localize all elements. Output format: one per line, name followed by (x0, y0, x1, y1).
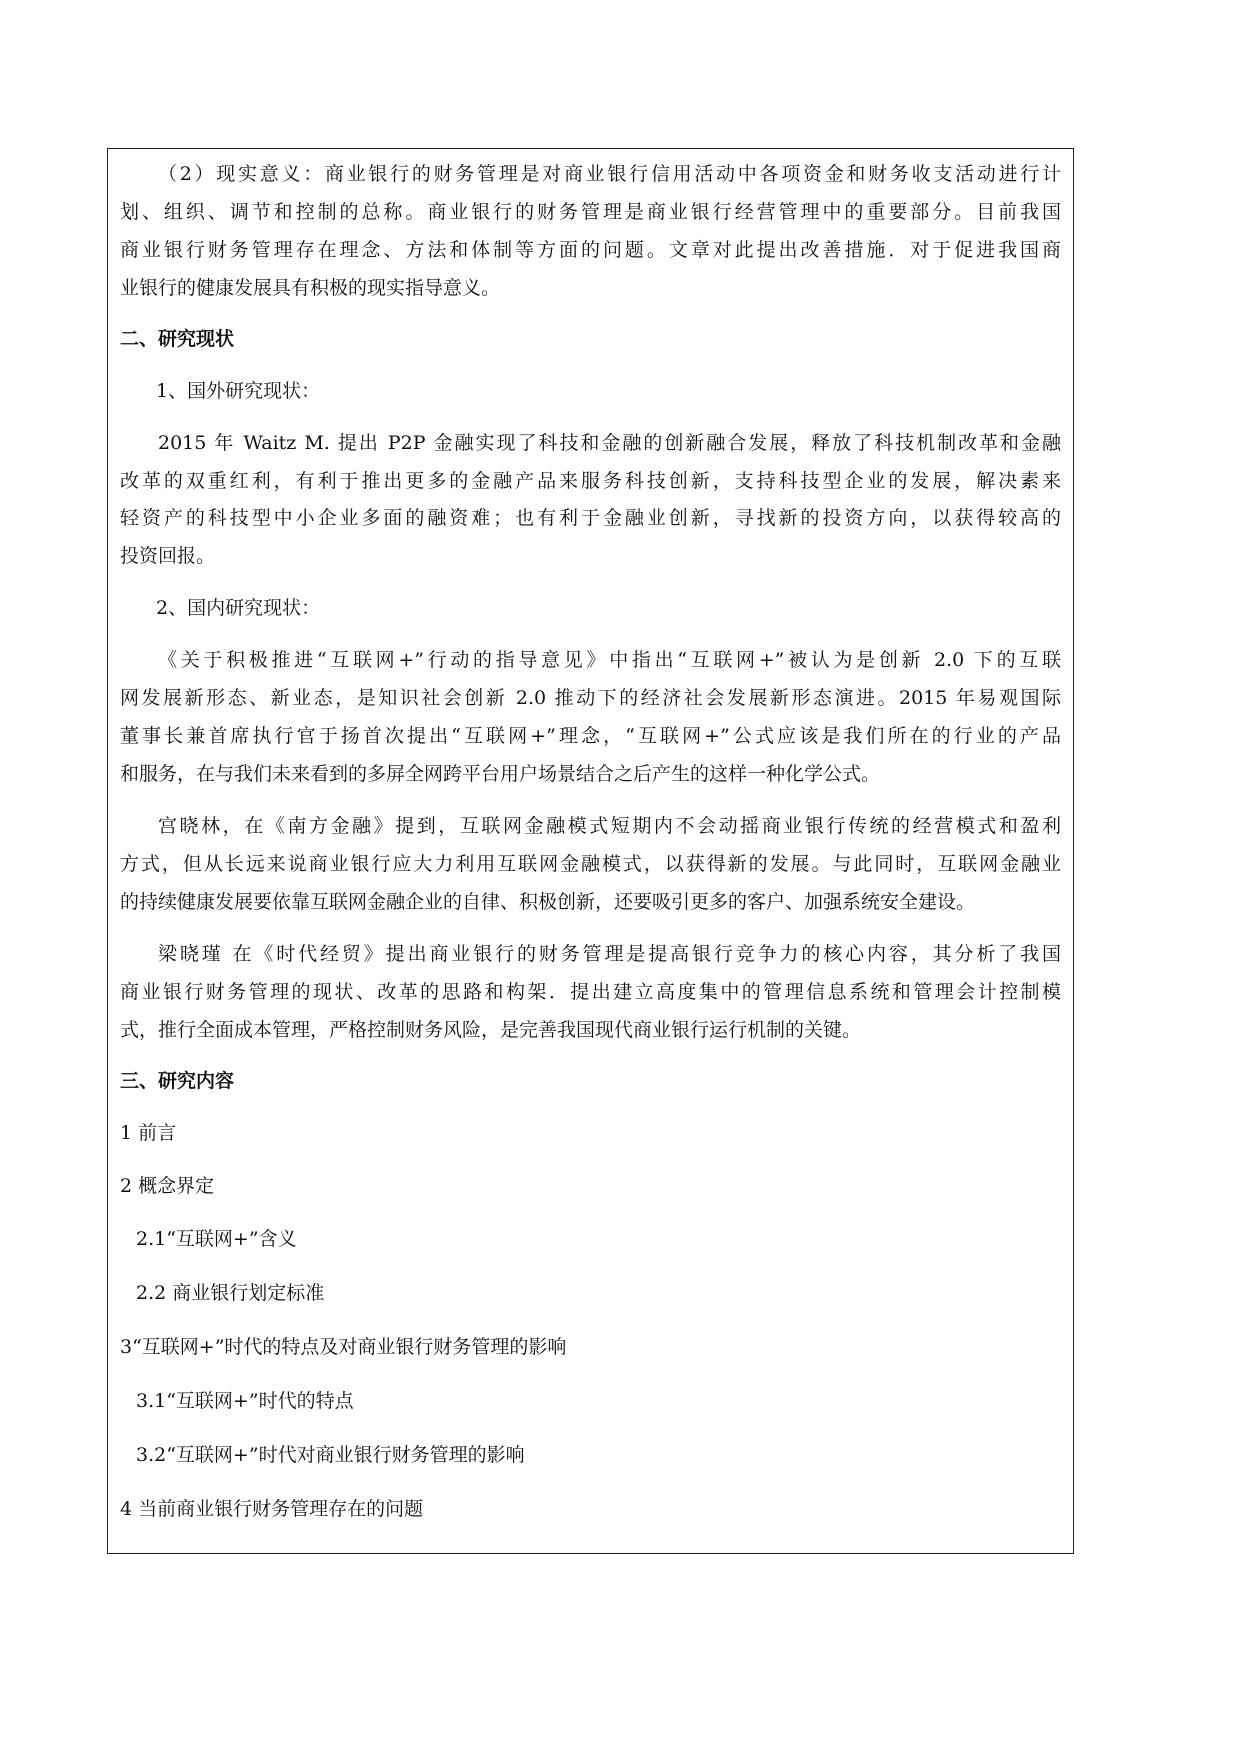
domestic-para2-line-2: 方式，但从长远来说商业银行应大力利用互联网金融模式，以获得新的发展。与此同时，互联网金融业 (120, 853, 1061, 875)
practical-para-line-1: （2）现实意义：商业银行的财务管理是对商业银行信用活动中各项资金和财务收支活动进行计 (158, 163, 1061, 185)
outline-item: 3.1“互联网+”时代的特点 (136, 1390, 354, 1412)
foreign-research-label: 1、国外研究现状： (156, 380, 321, 402)
domestic-para1-line-3: 董事长兼首席执行官于扬首次提出“互联网+”理念，“互联网+”公式应该是我们所在的行业的产品 (120, 725, 1061, 747)
outline-item: 1 前言 (120, 1122, 177, 1144)
practical-para-line-2: 划、组织、调节和控制的总称。商业银行的财务管理是商业银行经营管理中的重要部分。目前我国 (120, 201, 1061, 223)
foreign-para-line-4: 投资回报。 (120, 545, 216, 567)
section-heading-research-content: 三、研究内容 (120, 1070, 235, 1092)
outline-item: 3“互联网+”时代的特点及对商业银行财务管理的影响 (120, 1336, 567, 1358)
domestic-research-label: 2、国内研究现状： (156, 597, 321, 619)
domestic-para3-line-1: 梁晓瑾 在《时代经贸》提出商业银行的财务管理是提高银行竞争力的核心内容，其分析了我国 (158, 943, 1061, 965)
outline-item: 3.2“互联网+”时代对商业银行财务管理的影响 (136, 1444, 525, 1466)
outline-item: 2.2 商业银行划定标准 (136, 1282, 325, 1304)
outline-item: 4 当前商业银行财务管理存在的问题 (120, 1498, 424, 1520)
foreign-para-line-1: 2015 年 Waitz M. 提出 P2P 金融实现了科技和金融的创新融合发展，释放了科技机制改革和金融 (158, 432, 1061, 454)
domestic-para3-line-2: 商业银行财务管理的现状、改革的思路和构架．提出建立高度集中的管理信息系统和管理会计控制模 (120, 981, 1061, 1003)
domestic-para1-line-4: 和服务，在与我们未来看到的多屏全网跨平台用户场景结合之后产生的这样一种化学公式。 (120, 763, 881, 785)
practical-para-line-4: 业银行的健康发展具有积极的现实指导意义。 (120, 277, 501, 299)
outline-item: 2.1“互联网+”含义 (136, 1228, 297, 1250)
section-heading-research-status: 二、研究现状 (120, 328, 235, 350)
foreign-para-line-2: 改革的双重红利，有利于推出更多的金融产品来服务科技创新，支持科技型企业的发展，解决素来 (120, 470, 1061, 492)
domestic-para2-line-3: 的持续健康发展要依靠互联网金融企业的自律、积极创新，还要吸引更多的客户、加强系统安全建设。 (120, 891, 976, 913)
outline-item: 2 概念界定 (120, 1175, 215, 1197)
domestic-para2-line-1: 宫晓林，在《南方金融》提到，互联网金融模式短期内不会动摇商业银行传统的经营模式和盈利 (158, 815, 1061, 837)
domestic-para1-line-2: 网发展新形态、新业态，是知识社会创新 2.0 推动下的经济社会发展新形态演进。2015 年易观国际 (120, 687, 1061, 709)
practical-para-line-3: 商业银行财务管理存在理念、方法和体制等方面的问题。文章对此提出改善措施．对于促进我国商 (120, 239, 1061, 261)
domestic-para3-line-3: 式，推行全面成本管理，严格控制财务风险，是完善我国现代商业银行运行机制的关键。 (120, 1019, 862, 1041)
foreign-para-line-3: 轻资产的科技型中小企业多面的融资难；也有利于金融业创新，寻找新的投资方向，以获得较高的 (120, 507, 1061, 529)
document-frame (107, 148, 1074, 1554)
domestic-para1-line-1: 《关于积极推进“互联网+”行动的指导意见》中指出“互联网+”被认为是创新 2.0 下的互联 (158, 649, 1061, 671)
